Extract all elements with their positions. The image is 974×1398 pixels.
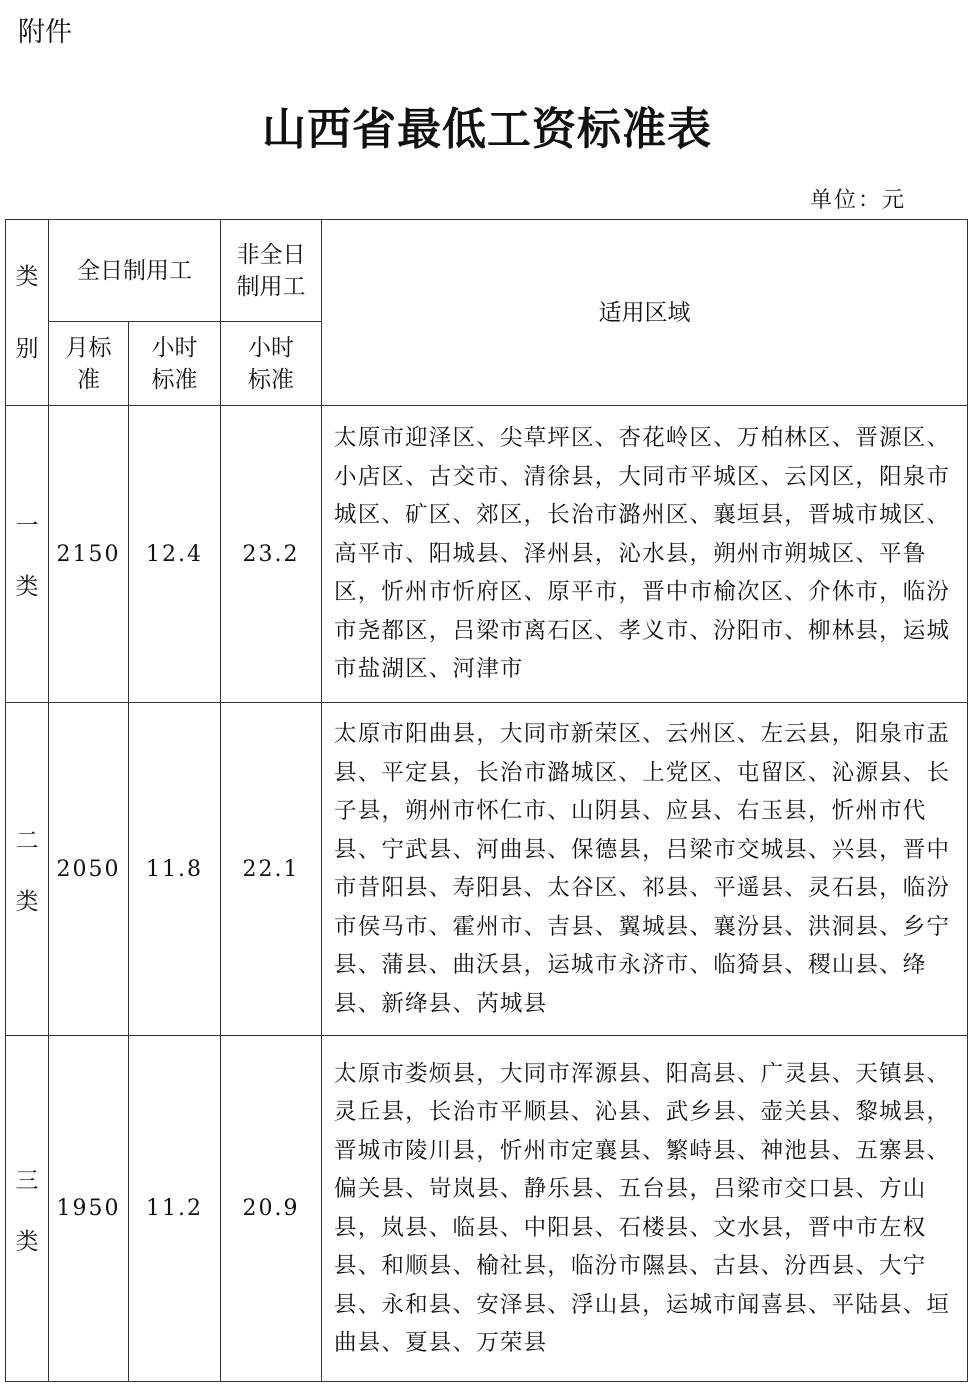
unit-label: 单位：元 [810, 188, 907, 213]
header-hourly-standard [129, 322, 221, 406]
monthly-standard-value: 2050 [49, 703, 129, 1036]
header-monthly-standard [49, 322, 129, 406]
hourly-standard-value: 12.4 [129, 406, 221, 703]
part-time-hourly-value: 20.9 [221, 1036, 322, 1382]
applicable-area-text: 太原市娄烦县，大同市浑源县、阳高县、广灵县、天镇县、灵丘县，长治市平顺县、沁县、武乡县、壶关县、黎城县，晋城市陵川县，忻州市定襄县、繁峙县、神池县、五寨县、偏关县、岢岚县、静乐县、五台县，吕梁市交口县、方山县，岚县、临县、中阳县、石楼县、文水县，晋中市左权县、和顺县、榆社县，临汾市隰县、古县、汾西县、大宁县、永和县、安泽县、浮山县，运城市闻喜县、平陆县、垣曲县、夏县、万荣县 [322, 1036, 968, 1382]
header-hourly-standard-label: 小时标准 [151, 334, 198, 393]
table-row [6, 1036, 968, 1382]
category-cell [6, 1036, 49, 1382]
hourly-standard-value: 11.8 [129, 703, 221, 1036]
header-part-time [221, 220, 322, 322]
header-part-time-hourly-standard [221, 322, 322, 406]
category-char: 类 [15, 574, 39, 600]
table-row [6, 406, 968, 703]
attachment-label: 附件 [18, 17, 72, 48]
category-char: 三 [15, 1167, 39, 1194]
applicable-area-text: 太原市阳曲县，大同市新荣区、云州区、左云县，阳泉市盂县、平定县，长治市潞城区、上党区、屯留区、沁源县、长子县，朔州市怀仁市、山阴县、应县、右玉县，忻州市代县、宁武县、河曲县、保德县，吕梁市交城县、兴县，晋中市昔阳县、寿阳县、太谷区、祁县、平遥县、灵石县，临汾市侯马市、霍州市、吉县、翼城县、襄汾县、洪洞县、乡宁县、蒲县、曲沃县，运城市永济市、临猗县、稷山县、绛县、新绛县、芮城县 [322, 703, 968, 1036]
header-applicable-area: 适用区域 [322, 220, 968, 406]
minimum-wage-table [5, 219, 968, 1382]
header-part-time-hourly-label: 小时标准 [248, 334, 294, 393]
part-time-hourly-value: 22.1 [221, 703, 322, 1036]
header-category-char-2: 别 [15, 335, 39, 362]
header-category [6, 220, 49, 406]
category-cell [6, 703, 49, 1036]
category-cell [6, 406, 49, 703]
applicable-area-text: 太原市迎泽区、尖草坪区、杏花岭区、万柏林区、晋源区、小店区、古交市、清徐县，大同市平城区、云冈区，阳泉市城区、矿区、郊区，长治市潞州区、襄垣县，晋城市城区、高平市、阳城县、泽州县，沁水县，朔州市朔城区、平鲁区，忻州市忻府区、原平市，晋中市榆次区、介休市，临汾市尧都区，吕梁市离石区、孝义市、汾阳市、柳林县，运城市盐湖区、河津市 [322, 406, 968, 703]
page-title: 山西省最低工资标准表 [262, 104, 712, 155]
header-monthly-standard-label: 月标准 [65, 334, 112, 393]
monthly-standard-value: 1950 [49, 1036, 129, 1382]
monthly-standard-value: 2150 [49, 406, 129, 703]
hourly-standard-value: 11.2 [129, 1036, 221, 1382]
category-char: 二 [15, 828, 39, 854]
category-char: 一 [15, 513, 39, 539]
category-char: 类 [15, 1228, 39, 1255]
part-time-hourly-value: 23.2 [221, 406, 322, 703]
header-category-char-1: 类 [15, 263, 39, 290]
header-part-time-label: 非全日制用工 [236, 241, 306, 300]
category-char: 类 [15, 889, 39, 915]
header-full-time: 全日制用工 [49, 220, 221, 322]
table-row [6, 703, 968, 1036]
